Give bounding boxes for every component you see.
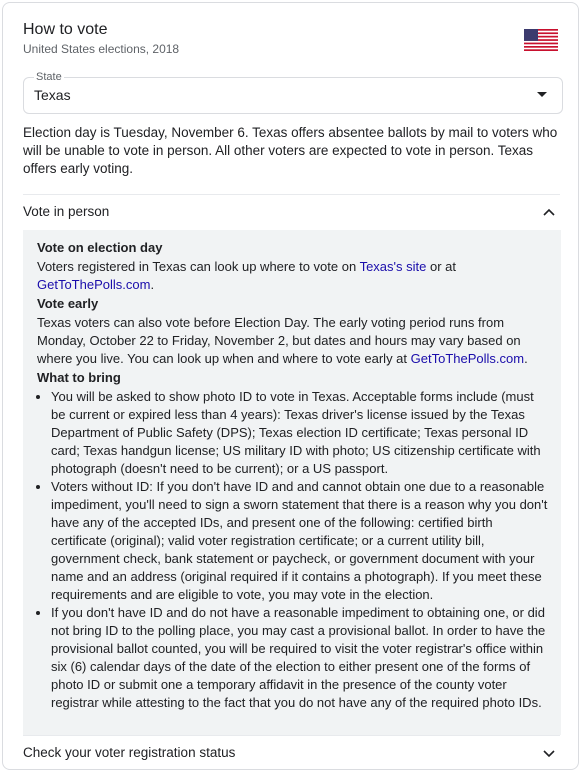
state-select-value[interactable]: Texas xyxy=(34,87,71,103)
check-registration-label: Check your voter registration status xyxy=(23,745,236,760)
panel-content xyxy=(37,238,549,712)
how-to-vote-card xyxy=(2,2,579,770)
dropdown-arrow-icon[interactable] xyxy=(534,90,550,100)
vote-in-person-header[interactable] xyxy=(23,195,560,229)
card-header xyxy=(23,19,558,63)
state-select[interactable] xyxy=(23,71,563,114)
list-item: • You will be asked to show photo ID to vote in Texas. Acceptable forms include (must be current or expired less than 4 years): Texas driver's license issued by the Texas Department of Public Safety (DPS); Texas election ID certificate; Texas personal ID card; Texas handgun license; US military ID with photo; US citizenship certificate with photograph (doesn't need to be current); or a US passport. xyxy=(51,388,549,478)
vote-in-person-panel xyxy=(23,230,561,735)
election-intro-text: Election day is Tuesday, November 6. Texas offers absentee ballots by mail to voters who will be unable to vote in person. All other voters are expected to vote in person. Texas offers early voting. xyxy=(23,125,558,176)
chevron-up-icon[interactable] xyxy=(542,206,556,218)
election-day-text: Voters registered in Texas can look up where to vote on Texas's site or at GetToThePolls.com. xyxy=(37,259,456,292)
card-title: How to vote xyxy=(23,21,108,38)
vote-early-text: Texas voters can also vote before Election Day. The early voting period runs from Monday, October 22 to Friday, November 2, but dates and hours may vary based on where you live. You can look up when and where to vote early at GetToThePolls.com. xyxy=(37,315,528,366)
list-item: • Voters without ID: If you don't have ID and and cannot obtain one due to a reasonable impediment, you'll need to sign a sworn statement that there is a reason why you don't have any of the accepted IDs, and present one of the following: certified birth certificate (original); valid voter registration certificate; or a current utility bill, government check, bank statement or paycheck, or government document with your name and an address (original required if it contains a photograph). If you meet these requirements and are eligible to vote, you may vote in the election. xyxy=(51,478,549,604)
us-flag-icon xyxy=(524,29,558,51)
vote-early-heading: Vote early xyxy=(37,296,99,311)
state-select-label: State xyxy=(36,71,62,83)
what-to-bring-list xyxy=(37,388,549,712)
gettothepolls-link[interactable]: GetToThePolls.com xyxy=(37,277,151,292)
gettothepolls-early-link[interactable]: GetToThePolls.com xyxy=(410,351,525,366)
texas-site-link[interactable]: Texas's site xyxy=(359,259,427,274)
election-day-heading: Vote on election day xyxy=(37,240,163,255)
list-item: • If you don't have ID and do not have a reasonable impediment to obtaining one, or did not bring ID to the polling place, you may cast a provisional ballot. In order to have the provisional ballot counted, you will be required to visit the voter registrar's office within six (6) calendar days of the date of the election to either present one of the forms of photo ID or submit one a temporary affidavit in the presence of the county voter registrar while attesting to the fact that you do not have any of the required photo IDs. xyxy=(51,604,549,712)
vote-in-person-label: Vote in person xyxy=(23,204,110,219)
check-registration-header[interactable] xyxy=(23,736,560,770)
card-subtitle: United States elections, 2018 xyxy=(23,42,180,56)
what-to-bring-heading: What to bring xyxy=(37,370,121,385)
chevron-down-icon[interactable] xyxy=(542,747,556,759)
